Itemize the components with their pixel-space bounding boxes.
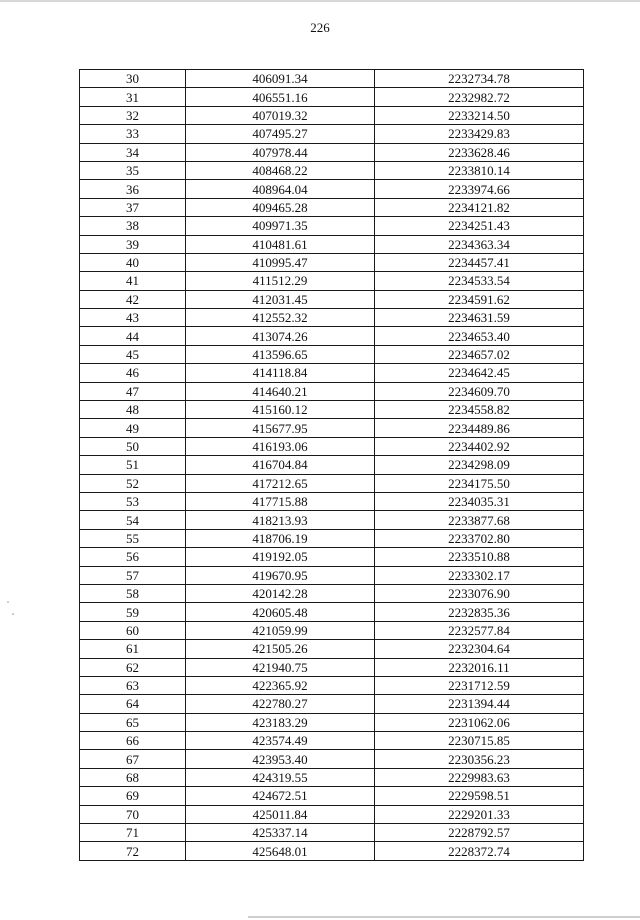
y-coordinate-cell: 2228792.57	[375, 824, 584, 842]
y-coordinate-cell: 2232835.36	[375, 603, 584, 621]
table-row	[80, 621, 584, 639]
point-number-cell: 65	[80, 713, 186, 731]
point-number-cell: 57	[80, 566, 186, 584]
table-row	[80, 658, 584, 676]
table-row	[80, 345, 584, 363]
table-row	[80, 309, 584, 327]
x-coordinate-cell: 418706.19	[186, 529, 375, 547]
point-number-cell: 59	[80, 603, 186, 621]
table-row	[80, 106, 584, 124]
y-coordinate-cell: 2234591.62	[375, 290, 584, 308]
y-coordinate-cell: 2230715.85	[375, 732, 584, 750]
point-number-cell: 56	[80, 548, 186, 566]
x-coordinate-cell: 414640.21	[186, 382, 375, 400]
y-coordinate-cell: 2233974.66	[375, 180, 584, 198]
table-row	[80, 88, 584, 106]
y-coordinate-cell: 2232577.84	[375, 621, 584, 639]
y-coordinate-cell: 2233429.83	[375, 125, 584, 143]
point-number-cell: 62	[80, 658, 186, 676]
table-row	[80, 70, 584, 88]
point-number-cell: 39	[80, 235, 186, 253]
table-row	[80, 750, 584, 768]
table-row	[80, 198, 584, 216]
table-row	[80, 842, 584, 860]
y-coordinate-cell: 2234175.50	[375, 474, 584, 492]
x-coordinate-cell: 415677.95	[186, 419, 375, 437]
table-row	[80, 492, 584, 510]
point-number-cell: 60	[80, 621, 186, 639]
table-row	[80, 364, 584, 382]
y-coordinate-cell: 2234363.34	[375, 235, 584, 253]
table-row	[80, 640, 584, 658]
point-number-cell: 42	[80, 290, 186, 308]
point-number-cell: 35	[80, 161, 186, 179]
point-number-cell: 33	[80, 125, 186, 143]
y-coordinate-cell: 2233302.17	[375, 566, 584, 584]
y-coordinate-cell: 2234298.09	[375, 456, 584, 474]
y-coordinate-cell: 2234609.70	[375, 382, 584, 400]
x-coordinate-cell: 410995.47	[186, 253, 375, 271]
point-number-cell: 70	[80, 805, 186, 823]
y-coordinate-cell: 2232016.11	[375, 658, 584, 676]
y-coordinate-cell: 2229598.51	[375, 787, 584, 805]
y-coordinate-cell: 2234489.86	[375, 419, 584, 437]
y-coordinate-cell: 2233076.90	[375, 584, 584, 602]
y-coordinate-cell: 2228372.74	[375, 842, 584, 860]
y-coordinate-cell: 2234642.45	[375, 364, 584, 382]
table-row	[80, 713, 584, 731]
x-coordinate-cell: 413074.26	[186, 327, 375, 345]
coordinate-table	[79, 69, 584, 861]
y-coordinate-cell: 2232734.78	[375, 70, 584, 88]
x-coordinate-cell: 422365.92	[186, 676, 375, 694]
scan-speck	[12, 613, 14, 615]
table-row	[80, 474, 584, 492]
point-number-cell: 32	[80, 106, 186, 124]
table-row	[80, 253, 584, 271]
page-number: 226	[310, 20, 330, 35]
x-coordinate-cell: 415160.12	[186, 401, 375, 419]
table-row	[80, 511, 584, 529]
y-coordinate-cell: 2233702.80	[375, 529, 584, 547]
scan-edge-top	[0, 0, 640, 2]
y-coordinate-cell: 2234251.43	[375, 217, 584, 235]
y-coordinate-cell: 2234631.59	[375, 309, 584, 327]
x-coordinate-cell: 423953.40	[186, 750, 375, 768]
x-coordinate-cell: 409971.35	[186, 217, 375, 235]
point-number-cell: 50	[80, 437, 186, 455]
x-coordinate-cell: 417212.65	[186, 474, 375, 492]
table-row	[80, 584, 584, 602]
point-number-cell: 71	[80, 824, 186, 842]
y-coordinate-cell: 2232982.72	[375, 88, 584, 106]
y-coordinate-cell: 2231394.44	[375, 695, 584, 713]
y-coordinate-cell: 2233510.88	[375, 548, 584, 566]
x-coordinate-cell: 407495.27	[186, 125, 375, 143]
x-coordinate-cell: 419192.05	[186, 548, 375, 566]
table-row	[80, 768, 584, 786]
point-number-cell: 40	[80, 253, 186, 271]
table-row	[80, 419, 584, 437]
y-coordinate-cell: 2234035.31	[375, 492, 584, 510]
x-coordinate-cell: 417715.88	[186, 492, 375, 510]
table-row	[80, 180, 584, 198]
point-number-cell: 64	[80, 695, 186, 713]
table-row	[80, 327, 584, 345]
table-row	[80, 217, 584, 235]
point-number-cell: 45	[80, 345, 186, 363]
table-row	[80, 676, 584, 694]
y-coordinate-cell: 2231712.59	[375, 676, 584, 694]
table-row	[80, 143, 584, 161]
x-coordinate-cell: 424672.51	[186, 787, 375, 805]
y-coordinate-cell: 2234402.92	[375, 437, 584, 455]
point-number-cell: 51	[80, 456, 186, 474]
y-coordinate-cell: 2234657.02	[375, 345, 584, 363]
y-coordinate-cell: 2234558.82	[375, 401, 584, 419]
x-coordinate-cell: 425337.14	[186, 824, 375, 842]
point-number-cell: 31	[80, 88, 186, 106]
x-coordinate-cell: 425648.01	[186, 842, 375, 860]
point-number-cell: 58	[80, 584, 186, 602]
table-row	[80, 382, 584, 400]
y-coordinate-cell: 2232304.64	[375, 640, 584, 658]
y-coordinate-cell: 2234533.54	[375, 272, 584, 290]
table-row	[80, 566, 584, 584]
coordinate-table-body	[80, 70, 584, 861]
table-row	[80, 787, 584, 805]
x-coordinate-cell: 416193.06	[186, 437, 375, 455]
x-coordinate-cell: 413596.65	[186, 345, 375, 363]
x-coordinate-cell: 425011.84	[186, 805, 375, 823]
point-number-cell: 72	[80, 842, 186, 860]
y-coordinate-cell: 2233214.50	[375, 106, 584, 124]
x-coordinate-cell: 418213.93	[186, 511, 375, 529]
table-row	[80, 695, 584, 713]
x-coordinate-cell: 421940.75	[186, 658, 375, 676]
point-number-cell: 67	[80, 750, 186, 768]
table-row	[80, 235, 584, 253]
table-row	[80, 401, 584, 419]
point-number-cell: 68	[80, 768, 186, 786]
y-coordinate-cell: 2234121.82	[375, 198, 584, 216]
x-coordinate-cell: 414118.84	[186, 364, 375, 382]
x-coordinate-cell: 423183.29	[186, 713, 375, 731]
table-row	[80, 548, 584, 566]
x-coordinate-cell: 412031.45	[186, 290, 375, 308]
point-number-cell: 30	[80, 70, 186, 88]
x-coordinate-cell: 411512.29	[186, 272, 375, 290]
x-coordinate-cell: 406091.34	[186, 70, 375, 88]
point-number-cell: 69	[80, 787, 186, 805]
point-number-cell: 52	[80, 474, 186, 492]
y-coordinate-cell: 2233810.14	[375, 161, 584, 179]
y-coordinate-cell: 2233877.68	[375, 511, 584, 529]
x-coordinate-cell: 412552.32	[186, 309, 375, 327]
point-number-cell: 47	[80, 382, 186, 400]
table-row	[80, 272, 584, 290]
x-coordinate-cell: 422780.27	[186, 695, 375, 713]
y-coordinate-cell: 2234457.41	[375, 253, 584, 271]
x-coordinate-cell: 409465.28	[186, 198, 375, 216]
point-number-cell: 46	[80, 364, 186, 382]
x-coordinate-cell: 407978.44	[186, 143, 375, 161]
table-row	[80, 805, 584, 823]
point-number-cell: 53	[80, 492, 186, 510]
x-coordinate-cell: 421059.99	[186, 621, 375, 639]
x-coordinate-cell: 410481.61	[186, 235, 375, 253]
x-coordinate-cell: 416704.84	[186, 456, 375, 474]
x-coordinate-cell: 420142.28	[186, 584, 375, 602]
point-number-cell: 48	[80, 401, 186, 419]
y-coordinate-cell: 2233628.46	[375, 143, 584, 161]
x-coordinate-cell: 407019.32	[186, 106, 375, 124]
table-row	[80, 603, 584, 621]
point-number-cell: 37	[80, 198, 186, 216]
x-coordinate-cell: 408468.22	[186, 161, 375, 179]
table-row	[80, 732, 584, 750]
table-row	[80, 161, 584, 179]
x-coordinate-cell: 406551.16	[186, 88, 375, 106]
x-coordinate-cell: 419670.95	[186, 566, 375, 584]
point-number-cell: 66	[80, 732, 186, 750]
scan-speck	[7, 601, 9, 603]
point-number-cell: 34	[80, 143, 186, 161]
y-coordinate-cell: 2234653.40	[375, 327, 584, 345]
point-number-cell: 41	[80, 272, 186, 290]
x-coordinate-cell: 424319.55	[186, 768, 375, 786]
x-coordinate-cell: 423574.49	[186, 732, 375, 750]
point-number-cell: 54	[80, 511, 186, 529]
table-row	[80, 437, 584, 455]
table-row	[80, 125, 584, 143]
y-coordinate-cell: 2229201.33	[375, 805, 584, 823]
x-coordinate-cell: 421505.26	[186, 640, 375, 658]
point-number-cell: 49	[80, 419, 186, 437]
y-coordinate-cell: 2230356.23	[375, 750, 584, 768]
scan-edge-bottom	[248, 916, 640, 918]
point-number-cell: 55	[80, 529, 186, 547]
point-number-cell: 38	[80, 217, 186, 235]
x-coordinate-cell: 408964.04	[186, 180, 375, 198]
y-coordinate-cell: 2231062.06	[375, 713, 584, 731]
point-number-cell: 44	[80, 327, 186, 345]
x-coordinate-cell: 420605.48	[186, 603, 375, 621]
table-row	[80, 529, 584, 547]
point-number-cell: 36	[80, 180, 186, 198]
point-number-cell: 61	[80, 640, 186, 658]
point-number-cell: 63	[80, 676, 186, 694]
y-coordinate-cell: 2229983.63	[375, 768, 584, 786]
point-number-cell: 43	[80, 309, 186, 327]
table-row	[80, 456, 584, 474]
table-row	[80, 290, 584, 308]
table-row	[80, 824, 584, 842]
